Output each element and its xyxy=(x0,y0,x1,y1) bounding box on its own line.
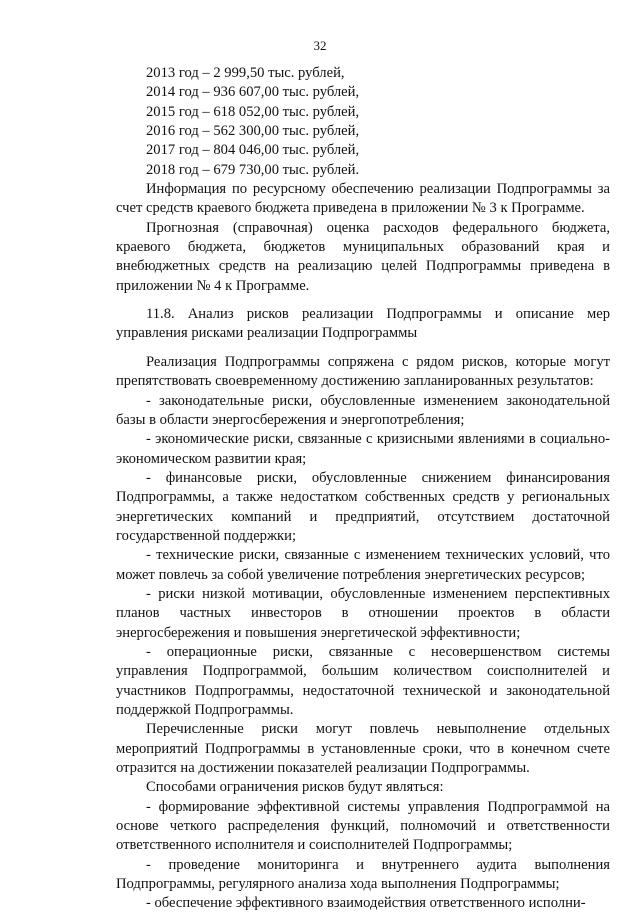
budget-year-line: 2014 год – 936 607,00 тыс. рублей, xyxy=(146,84,360,101)
risk-item: - экономические риски, связанные с кризисными явлениями в социально-экономическом развитии края; xyxy=(116,431,610,467)
budget-year-list xyxy=(116,64,610,180)
measure-item: - формирование эффективной системы управления Подпрограммой на основе четкого распределения функций, полномочий и ответственности ответственного исполнителя и соисполнителей Подпрограммы; xyxy=(116,798,610,854)
risk-item: - риски низкой мотивации, обусловленные изменением перспективных планов частных инвесторов в отношении проектов в области энергосбережения и повышения энергетической эффективности; xyxy=(116,585,610,641)
budget-year-line: 2017 год – 804 046,00 тыс. рублей, xyxy=(146,142,360,159)
measure-item: - проведение мониторинга и внутреннего аудита выполнения Подпрограммы, регулярного анализа хода выполнения Подпрограммы; xyxy=(116,856,610,893)
section-heading: 11.8. Анализ рисков реализации Подпрограммы и описание мер управления рисками реализации Подпрограммы xyxy=(116,306,610,342)
budget-year-line: 2016 год – 562 300,00 тыс. рублей, xyxy=(146,123,360,140)
budget-year-line: 2013 год – 2 999,50 тыс. рублей, xyxy=(146,65,345,81)
paragraph: Перечисленные риски могут повлечь невыполнение отдельных мероприятий Подпрограммы в установленные сроки, что в конечном счете отразится на достижении показателей реализации Подпрограммы. xyxy=(116,721,610,777)
risk-item: - операционные риски, связанные с несовершенством системы управления Подпрограммой, большим количеством соисполнителей и участников Подпрограммы, недостаточной технической и законодательной поддержкой Подпрограммы. xyxy=(116,643,610,718)
measure-item: - обеспечение эффективного взаимодействия ответственного исполни- xyxy=(146,895,586,912)
document-body xyxy=(116,64,610,914)
paragraph: Информация по ресурсному обеспечению реализации Подпрограммы за счет средств краевого бюджета приведена в приложении № 3 к Программе. xyxy=(116,181,610,217)
budget-year-line: 2018 год – 679 730,00 тыс. рублей. xyxy=(146,161,360,178)
paragraph: Способами ограничения рисков будут являться: xyxy=(146,779,444,796)
budget-year-line: 2015 год – 618 052,00 тыс. рублей, xyxy=(146,103,360,120)
risk-item: - законодательные риски, обусловленные изменением законодательной базы в области энергосбережения и энергопотребления; xyxy=(116,392,610,428)
paragraph: Прогнозная (справочная) оценка расходов федерального бюджета, краевого бюджета, бюджетов муниципальных образований края и внебюджетных средств на реализацию целей Подпрограммы приведена в приложении № 4 к Программе. xyxy=(116,219,610,294)
risk-item: - технические риски, связанные с изменением технических условий, что может повлечь за собой увеличение потребления энергетических ресурсов; xyxy=(116,547,610,583)
page-number: 32 xyxy=(313,38,327,53)
paragraph: Реализация Подпрограммы сопряжена с рядом рисков, которые могут препятствовать своевременному достижению запланированных результатов: xyxy=(116,353,610,390)
risk-item: - финансовые риски, обусловленные снижением финансирования Подпрограммы, а также недостатком собственных средств у региональных энергетических компаний и предприятий, отсутствием достаточной государственной поддержки; xyxy=(116,469,610,544)
